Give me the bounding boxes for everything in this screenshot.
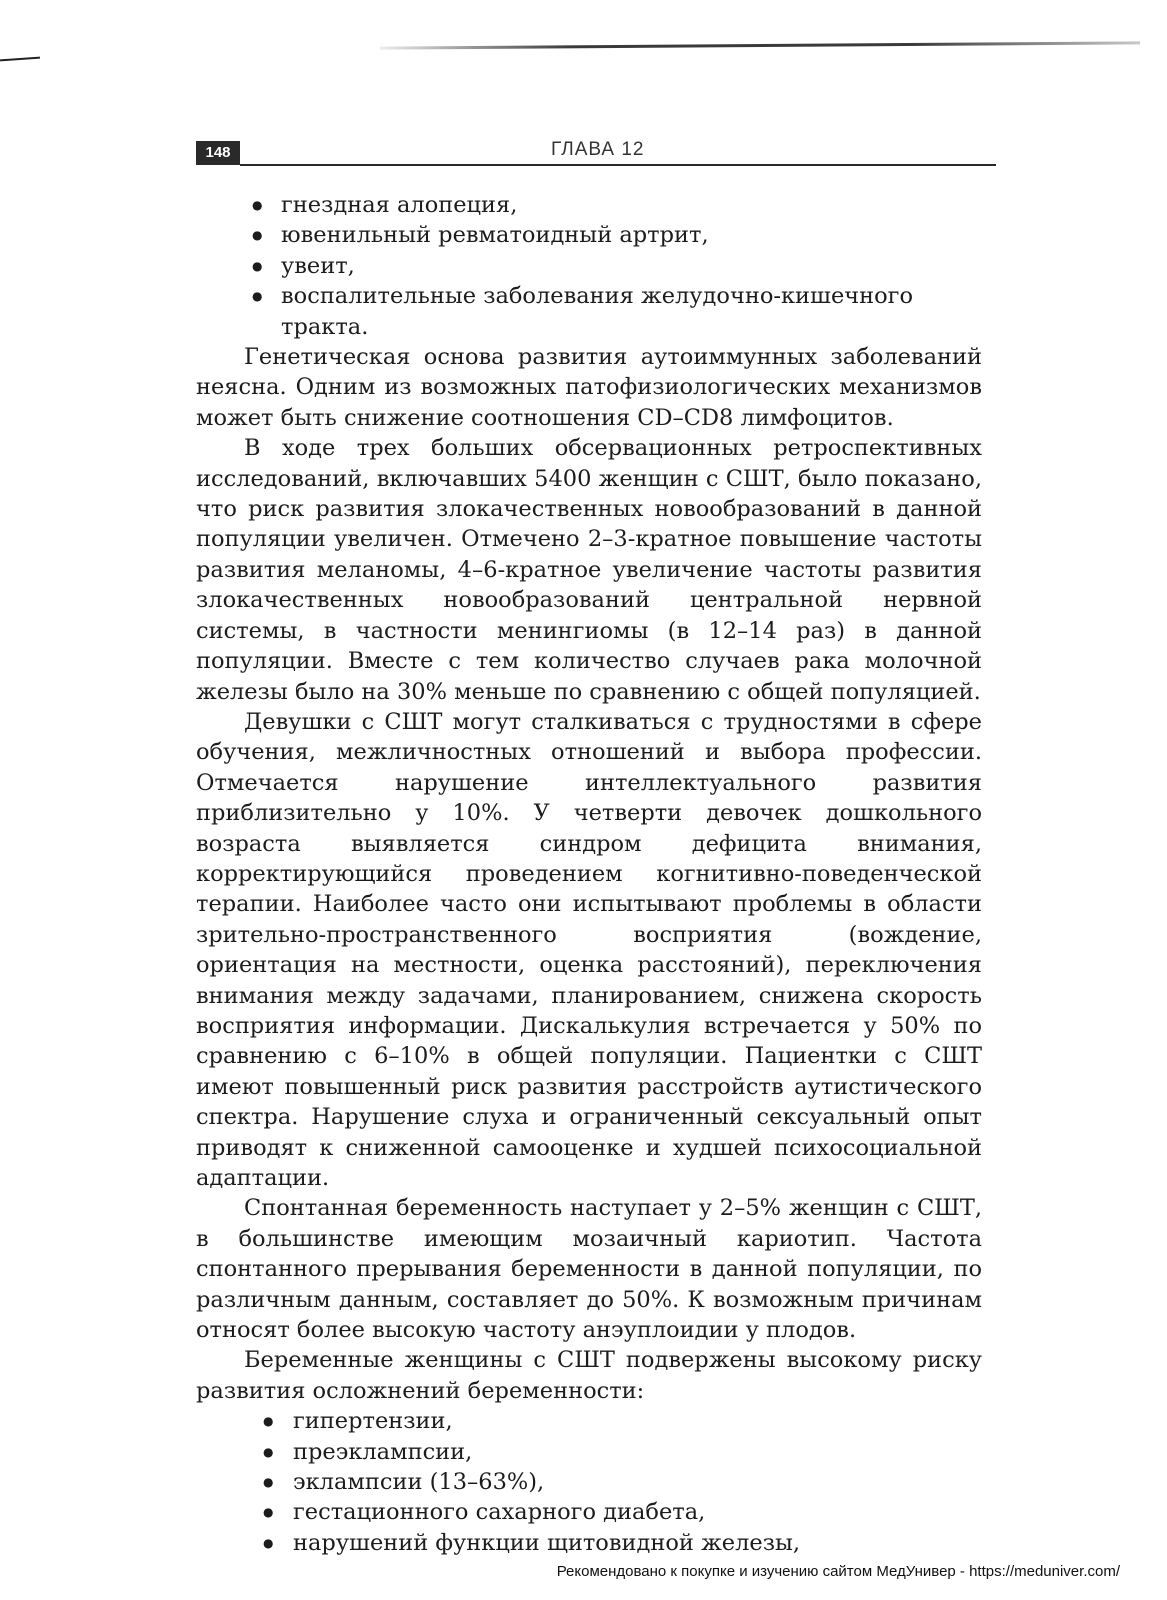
list-item: ● гестационного сахарного диабета, (196, 1497, 982, 1527)
bullet-list-top (196, 190, 982, 342)
paragraph-complications: Беременные женщины с СШТ подвержены высокому риску развития осложнений беременности: (196, 1347, 982, 1404)
list-item: ● эклампсии (13–63%), (196, 1467, 982, 1497)
list-item: ● увеит, (196, 251, 982, 281)
page-header (196, 141, 996, 167)
page-number: 148 (196, 141, 240, 165)
paragraph-pregnancy: Спонтанная беременность наступает у 2–5% женщин с СШТ, в большинстве имеющим мозаичный кариотип. Частота спонтанного прерывания беременности в данной популяции, по различным данным, составляет до 50%. К возможным причинам относят более высокую частоту анэуплоидии у плодов. (196, 1195, 982, 1344)
scan-artifact-line (380, 41, 1140, 49)
list-item: ● гнездная алопеция, (196, 190, 982, 220)
scan-artifact-edge (0, 57, 40, 62)
chapter-title: ГЛАВА 12 (551, 139, 645, 160)
bullet-list-bottom (196, 1406, 982, 1558)
list-item: ● нарушений функции щитовидной железы, (196, 1528, 982, 1558)
list-item: ● преэклампсии, (196, 1437, 982, 1467)
list-item: ● ювенильный ревматоидный артрит, (196, 220, 982, 250)
paragraph-cognition: Девушки с СШТ могут сталкиваться с трудностями в сфере обучения, межличностных отношений и выбора профессии. Отмечается нарушение интеллектуального развития приблизительно у 10%. У четверти девочек дошкольного возраста выявляется синдром дефицита внимания, корректирующийся проведением когнитивно-поведенческой терапии. Наиболее часто они испытывают проблемы в области зрительно-пространственного восприятия (вождение, ориентация на местности, оценка расстояний), переключения внимания между задачами, планированием, снижена скорость восприятия информации. Дискалькулия встречается у 50% по сравнению с 6–10% в общей популяции. Пациентки с СШТ имеют повышенный риск развития расстройств аутистического спектра. Нарушение слуха и ограниченный сексуальный опыт приводят к сниженной самооценке и худшей психосоциальной адаптации. (196, 708, 982, 1191)
header-rule (240, 164, 996, 166)
paragraph-malignancy: В ходе трех больших обсервационных ретроспективных исследований, включавших 5400 женщин с СШТ, было показано, что риск развития злокачественных новообразований в данной популяции увеличен. Отмечено 2–3-кратное повышение частоты развития меланомы, 4–6-кратное увеличение частоты развития злокачественных новообразований центральной нервной системы, в частности менингиомы (в 12–14 раз) в данной популяции. Вместе с тем количество случаев рака молочной железы было на 30% меньше по сравнению с общей популяцией. (196, 435, 982, 705)
paragraph-genetics: Генетическая основа развития аутоиммунных заболеваний неясна. Одним из возможных патофизиологических механизмов может быть снижение соотношения CD–CD8 лимфоцитов. (196, 344, 982, 431)
page-body (196, 190, 982, 1558)
footer-watermark: Рекомендовано к покупке и изучению сайтом МедУнивер - https://meduniver.com/ (556, 1563, 1120, 1580)
list-item: ● воспалительные заболевания желудочно-кишечного тракта. (196, 281, 982, 342)
list-item: ● гипертензии, (196, 1406, 982, 1436)
